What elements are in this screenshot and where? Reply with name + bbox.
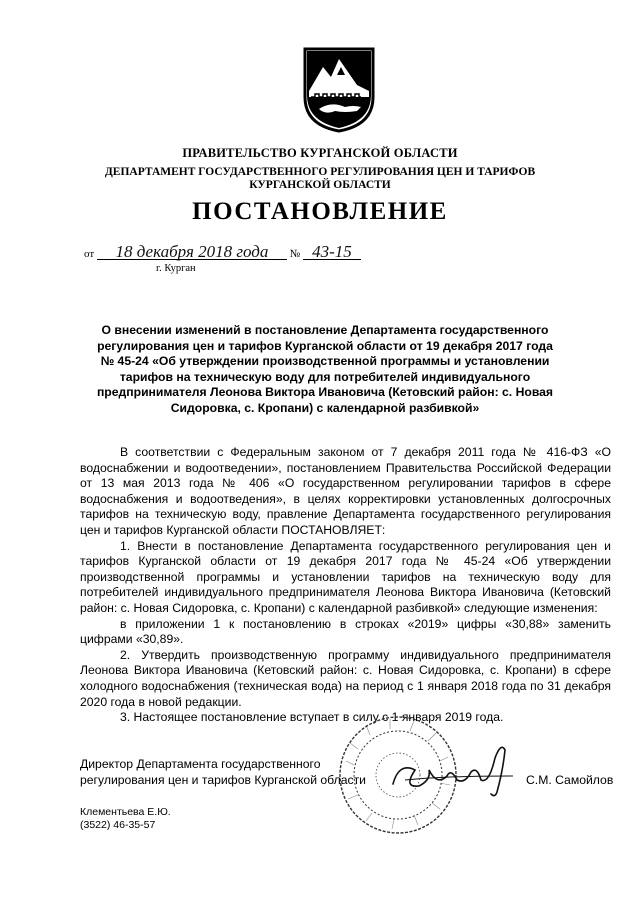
coat-of-arms-emblem [301,45,377,133]
handwritten-date: 18 декабря 2018 года [97,244,287,260]
handwritten-signature [385,740,520,800]
paragraph-item-1: 1. Внести в постановление Департамента государственного регулирования цен и тарифов Курганской области от 19 декабря 2017 года № 45-24 «Об утверждении производственной программы и установлении тарифов на техническую воду для потребителей индивидуального предпринимателя Леонова Виктора Ивановича (Кетовский район: с. Новая Сидоровка, с. Кропани) с календарной разбивкой» следующие изменения: [80,538,611,615]
paragraph-item-3: 3. Настоящее постановление вступает в силу с 1 января 2019 года. [120,710,504,725]
executor-name: Клементьева Е.Ю. [80,806,171,818]
number-sign: № [289,248,301,260]
executor-info [80,806,171,832]
handwritten-number: 43-15 [303,244,361,260]
signatory-name: С.М. Самойлов [526,773,614,787]
paragraph-item-2: 2. Утвердить производственную программу индивидуального предпринимателя Леонова Виктора Ивановича (Кетовский район: с. Новая Сидоровка, с. Кропани) в сфере холодного водоснабжения (техническая вода) на период с 1 января 2018 года по 31 декабря 2020 года в новой редакции. [80,647,611,709]
paragraph-preamble: В соответствии с Федеральным законом от 7 декабря 2011 года № 416-ФЗ «О водоснабжении и водоотведении», постановлением Правительства Российской Федерации от 13 мая 2013 года № 406 «О государственном регулировании тарифов в сфере водоснабжения и водоотведения», в целях корректировки установленных долгосрочных тарифов на техническую воду, правление Департамента государственного регулирования цен и тарифов Курганской области ПОСТАНОВЛЯЕТ: [80,445,611,537]
date-prefix: от [84,248,95,260]
department-name: ДЕПАРТАМЕНТ ГОСУДАРСТВЕННОГО РЕГУЛИРОВАНИЯ ЦЕН И ТАРИФОВ КУРГАНСКОЙ ОБЛАСТИ [104,166,536,191]
signatory-position-line-2: регулирования цен и тарифов Курганской области [80,772,366,787]
signatory-position [80,757,366,788]
signatory-position-line-1: Директор Департамента государственного [80,757,321,771]
document-body [80,445,611,726]
city-label: г. Курган [156,263,196,274]
document-title: ПОСТАНОВЛЕНИЕ [192,198,448,225]
government-name: ПРАВИТЕЛЬСТВО КУРГАНСКОЙ ОБЛАСТИ [182,146,458,160]
dateline [84,244,361,260]
paragraph-item-1-change: в приложении 1 к постановлению в строках «2019» цифры «30,88» заменить цифрами «30,89». [80,616,611,647]
executor-phone: (3522) 46-35-57 [80,819,156,831]
document-subject: О внесении изменений в постановление Департамента государственного регулирования цен и тарифов Курганской области от 19 декабря 2017 года № 45-24 «Об утверждении производственной программы и установлении тарифов на техническую воду для потребителей индивидуального предпринимателя Леонова Виктора Ивановича (Кетовский район: с. Новая Сидоровка, с. Кропани) с календарной разбивкой» [96,323,554,415]
